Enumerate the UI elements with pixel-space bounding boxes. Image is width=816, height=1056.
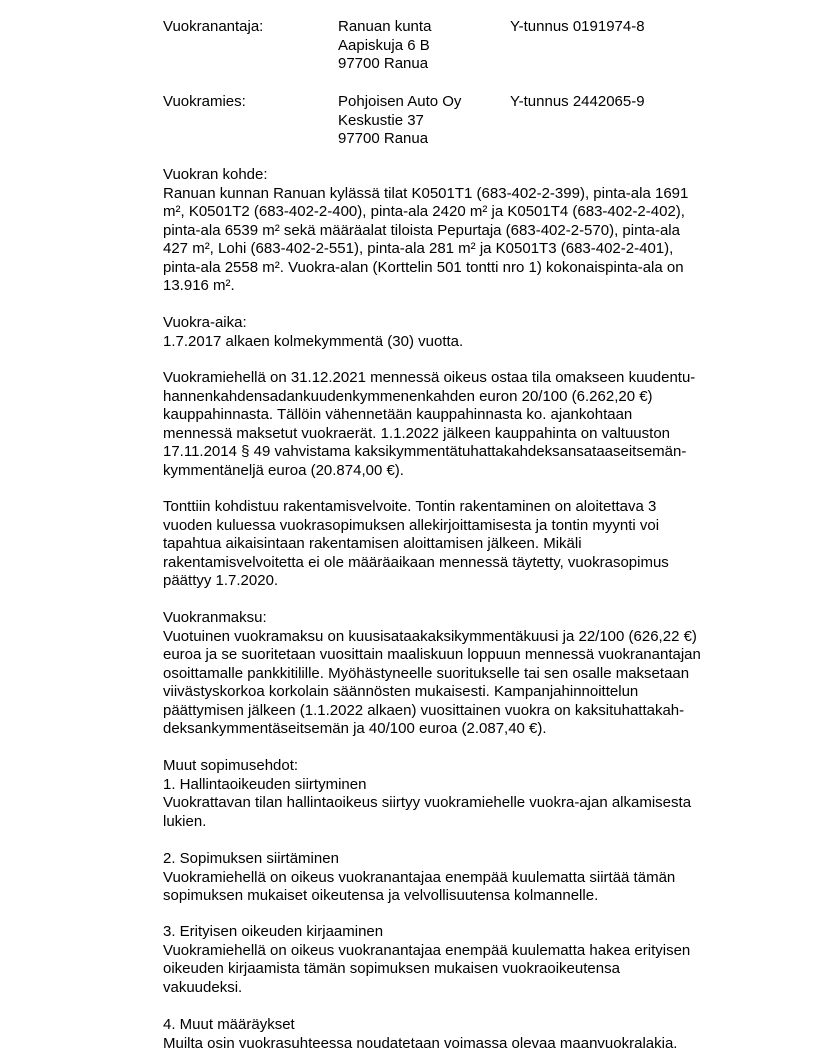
paragraph-line: pinta-ala 6539 m² sekä määräalat tiloista Pepurtaja (683-402-2-570), pinta-ala bbox=[163, 221, 680, 239]
paragraph-line: 1.7.2017 alkaen kolmekymmentä (30) vuotta. bbox=[163, 332, 464, 350]
paragraph-line: tapahtua aikaisintaan rakentamisen aloittamisen jälkeen. Mikäli bbox=[163, 535, 582, 552]
tenant-address-line: Keskustie 37 bbox=[338, 111, 424, 129]
paragraph-line: päättymisen jälkeen (1.1.2022 alkaen) vuosittainen vuokra on kaksituhattakah- bbox=[163, 701, 685, 719]
paragraph-line: päättyy 1.7.2020. bbox=[163, 572, 279, 589]
term-item-title: 3. Erityisen oikeuden kirjaaminen bbox=[163, 923, 384, 940]
paragraph-line: Tonttiin kohdistuu rakentamisvelvoite. Tontin rakentaminen on aloitettava 3 bbox=[163, 498, 657, 515]
tenant-address bbox=[338, 93, 461, 149]
paragraph-line: kauppahinnasta. Tällöin vähennetään kauppahinnasta ko. ajankohtaan bbox=[163, 406, 633, 423]
landlord-address-line: Ranuan kunta bbox=[338, 18, 432, 35]
term-item bbox=[163, 923, 753, 997]
landlord-address-line: 97700 Ranua bbox=[338, 55, 429, 72]
paragraph-line: Vuokramiehellä on 31.12.2021 mennessä oikeus ostaa tila omakseen kuudentu- bbox=[163, 369, 696, 386]
paragraph-line: viivästyskorkoa korkolain säännösten mukaisesti. Kampanjahinnoittelun bbox=[163, 683, 639, 700]
term-item-title: 4. Muut määräykset bbox=[163, 1016, 295, 1033]
paragraph-line: 427 m², Lohi (683-402-2-551), pinta-ala 281 m² ja K0501T3 (683-402-2-401), bbox=[163, 240, 674, 257]
landlord-address-line: Aapiskuja 6 B bbox=[338, 36, 430, 54]
term-item-title: 1. Hallintaoikeuden siirtyminen bbox=[163, 775, 367, 793]
landlord-address bbox=[338, 18, 431, 74]
paragraph-line: euroa ja se suoritetaan vuosittain maaliskuun loppuun mennessä vuokranantajan bbox=[163, 646, 701, 663]
paragraph-line: oikeuden kirjaamista tämän sopimuksen mukaisen vuokraoikeutensa bbox=[163, 960, 620, 977]
tenant-business-id: Y-tunnus 2442065-9 bbox=[510, 93, 645, 110]
term-item bbox=[163, 850, 753, 906]
tenant-label: Vuokramies: bbox=[163, 93, 246, 110]
paragraph-line: Vuokramiehellä on oikeus vuokranantajaa enempää kuulematta siirtää tämän bbox=[163, 868, 676, 886]
term-item-title: 2. Sopimuksen siirtäminen bbox=[163, 850, 339, 867]
paragraph-line: osoittamalle pankkitilille. Myöhästyneelle suoritukselle tai sen osalle maksetaan bbox=[163, 664, 690, 682]
paragraph-line: 13.916 m². bbox=[163, 277, 235, 294]
paragraph-line: Muilta osin vuokrasuhteessa noudatetaan voimassa olevaa maanvuokralakia. bbox=[163, 1034, 678, 1052]
paragraph-line: Vuotuinen vuokramaksu on kuusisataakaksikymmentäkuusi ja 22/100 (626,22 €) bbox=[163, 627, 697, 645]
paragraph-line: Ranuan kunnan Ranuan kylässä tilat K0501T1 (683-402-2-399), pinta-ala 1691 bbox=[163, 184, 689, 202]
tenant-address-line: 97700 Ranua bbox=[338, 130, 429, 147]
paragraph-line: 17.11.2014 § 49 vahvistama kaksikymmentätuhattakahdeksansataaseitsemän- bbox=[163, 443, 687, 460]
lease-object-section bbox=[163, 166, 753, 296]
landlord-business-id: Y-tunnus 0191974-8 bbox=[510, 18, 645, 35]
paragraph-line: rakentamisvelvoitetta ei ole määräaikaan mennessä täytetty, vuokrasopimus bbox=[163, 553, 669, 571]
section-heading: Vuokranmaksu: bbox=[163, 609, 267, 626]
paragraph-line: kymmentäneljä euroa (20.874,00 €). bbox=[163, 461, 404, 479]
paragraph-line: Vuokramiehellä on oikeus vuokranantajaa enempää kuulematta hakea erityisen bbox=[163, 941, 691, 959]
rent-payment-section bbox=[163, 609, 753, 739]
section-heading: Muut sopimusehdot: bbox=[163, 757, 299, 774]
tenant-address-line: Pohjoisen Auto Oy bbox=[338, 93, 462, 110]
term-item bbox=[163, 1016, 753, 1053]
purchase-option-section bbox=[163, 369, 753, 480]
paragraph-line: hannenkahdensadankuudenkymmenenkahden euron 20/100 (6.262,20 €) bbox=[163, 387, 653, 405]
paragraph-line: deksankymmentäseitsemän ja 40/100 euroa (2.087,40 €). bbox=[163, 720, 547, 737]
lease-term-section bbox=[163, 314, 753, 351]
paragraph-line: pinta-ala 2558 m². Vuokra-alan (Korttelin 501 tontti nro 1) kokonaispinta-ala on bbox=[163, 258, 684, 276]
paragraph-line: mennessä maksetut vuokraerät. 1.1.2022 jälkeen kauppahinta on valtuuston bbox=[163, 424, 670, 442]
paragraph-line: vuoden kuluessa vuokrasopimuksen allekirjoittamisesta ja tontin myynti voi bbox=[163, 516, 660, 534]
paragraph-line: vakuudeksi. bbox=[163, 978, 243, 996]
building-obligation-section bbox=[163, 498, 753, 591]
paragraph-line: m², K0501T2 (683-402-2-400), pinta-ala 2420 m² ja K0501T4 (683-402-2-402), bbox=[163, 203, 685, 220]
other-terms-section bbox=[163, 757, 753, 831]
section-heading: Vuokra-aika: bbox=[163, 314, 247, 331]
landlord-label: Vuokranantaja: bbox=[163, 18, 264, 35]
paragraph-line: lukien. bbox=[163, 812, 207, 830]
paragraph-line: sopimuksen mukaiset oikeutensa ja velvollisuutensa kolmannelle. bbox=[163, 887, 599, 904]
paragraph-line: Vuokrattavan tilan hallintaoikeus siirtyy vuokramiehelle vuokra-ajan alkamisesta bbox=[163, 794, 692, 811]
section-heading: Vuokran kohde: bbox=[163, 166, 268, 183]
